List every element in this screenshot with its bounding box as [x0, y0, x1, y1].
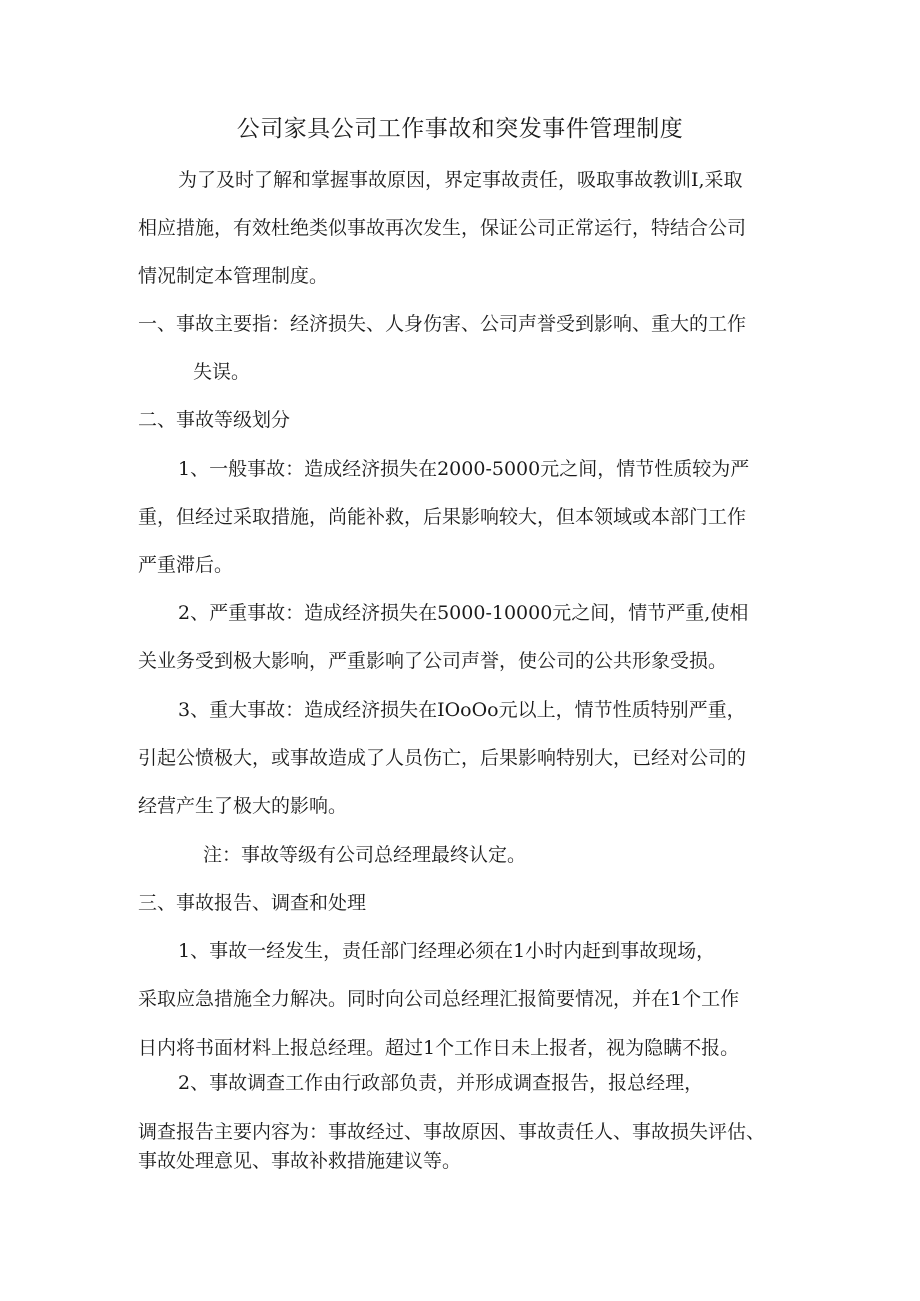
intro-line-1: 为了及时了解和掌握事故原因，界定事故责任，吸取事故教训I,采取 [178, 169, 743, 191]
section-2-heading: 二、事故等级划分 [138, 409, 291, 431]
report-item-1-line-2: 采取应急措施全力解决。同时向公司总经理汇报简要情况，并在1个工作 [138, 988, 740, 1010]
report-item-2-line-3: 事故处理意见、事故补救措施建议等。 [138, 1150, 462, 1172]
document-title: 公司家具公司工作事故和突发事件管理制度 [236, 116, 684, 142]
item-general-line-2: 重，但经过采取措施，尚能补救，后果影响较大，但本领域或本部门工作 [138, 506, 747, 528]
item-major-line-2: 引起公愤极大，或事故造成了人员伤亡，后果影响特别大，已经对公司的 [138, 747, 747, 769]
report-item-1-line-1: 1、事故一经发生，责任部门经理必须在1小时内赶到事故现场， [178, 940, 716, 962]
section-1-heading: 一、事故主要指：经济损失、人身伤害、公司声誉受到影响、重大的工作 [138, 313, 747, 335]
item-general-line-1: 1、一般事故：造成经济损失在2000-5000元之间，情节性质较为严 [178, 458, 750, 480]
note-line: 注：事故等级有公司总经理最终认定。 [203, 844, 527, 866]
intro-line-2: 相应措施，有效杜绝类似事故再次发生，保证公司正常运行，特结合公司 [138, 217, 747, 239]
item-major-line-1: 3、重大事故：造成经济损失在IOoOo元以上，情节性质特别严重， [178, 699, 746, 721]
item-serious-line-2: 关业务受到极大影响，严重影响了公司声誉，使公司的公共形象受损。 [138, 650, 728, 672]
item-general-line-3: 严重滞后。 [138, 554, 234, 576]
item-major-line-3: 经营产生了极大的影响。 [138, 795, 348, 817]
item-serious-line-1: 2、严重事故：造成经济损失在5000-10000元之间，情节严重,使相 [178, 602, 749, 624]
report-item-1-line-3: 日内将书面材料上报总经理。超过1个工作日未上报者，视为隐瞒不报。 [138, 1037, 740, 1059]
report-item-2-line-2: 调查报告主要内容为：事故经过、事故原因、事故责任人、事故损失评估、 [138, 1121, 766, 1143]
section-3-heading: 三、事故报告、调查和处理 [138, 892, 367, 914]
section-1-continuation: 失误。 [193, 361, 251, 383]
intro-line-3: 情况制定本管理制度。 [138, 265, 329, 287]
report-item-2-line-1: 2、事故调查工作由行政部负责，并形成调查报告，报总经理， [178, 1072, 704, 1094]
